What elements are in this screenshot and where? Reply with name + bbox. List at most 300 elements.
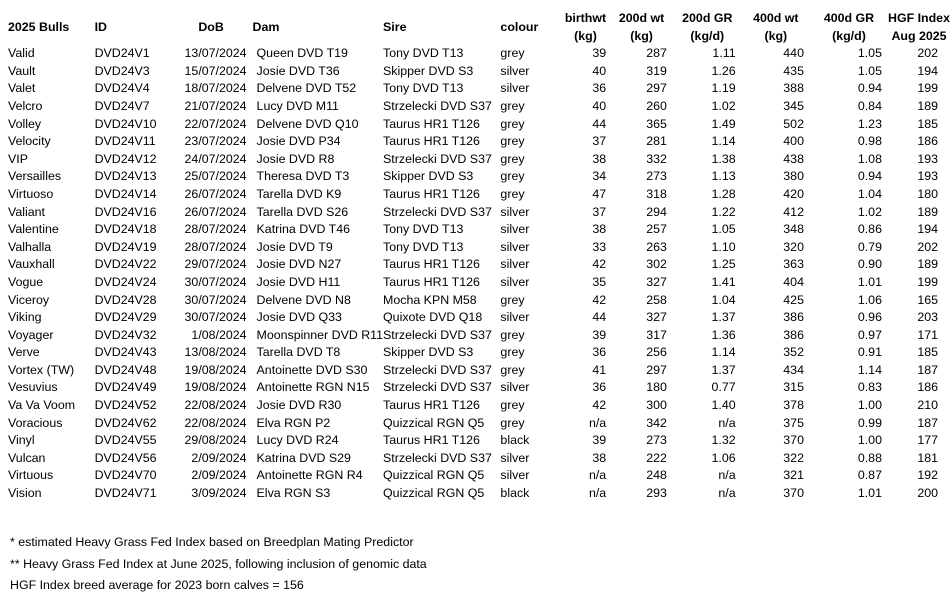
cell-sire: Strzelecki DVD S37 [383,362,492,377]
cell-200d-weight: 287 [646,46,667,61]
cell-sire: Taurus HR1 T126 [383,186,480,201]
table-row [8,327,950,345]
cell-400d-weight: 440 [783,46,804,61]
col-header-hgf-index: HGF Index [888,11,950,25]
cell-200d-growth-rate: 1.38 [711,151,736,166]
cell-400d-weight: 400 [783,134,804,149]
table-row [8,485,950,503]
cell-birth-weight: 44 [592,116,607,131]
cell-animal-id: DVD24V13 [94,169,157,184]
cell-bull-name: VIP [8,151,28,166]
cell-sire: Taurus HR1 T126 [383,433,480,448]
table-row [8,450,950,468]
col-unit-birthwt: (kg) [574,28,597,43]
cell-colour: silver [500,274,530,289]
cell-hgf-index: 192 [917,468,938,483]
col-header-200d-wt: 200d wt [618,11,665,25]
cell-animal-id: DVD24V48 [94,362,157,377]
cell-animal-id: DVD24V62 [94,415,157,430]
cell-400d-weight: 370 [783,486,804,501]
cell-200d-growth-rate: 1.28 [711,186,736,201]
cell-birth-weight: 42 [592,292,607,307]
cell-animal-id: DVD24V16 [94,204,157,219]
cell-200d-weight: 263 [646,239,667,254]
cell-date-of-birth: 22/08/2024 [184,415,247,430]
table-row [8,239,950,257]
cell-animal-id: DVD24V18 [94,222,157,237]
cell-bull-name: Valid [8,46,35,61]
cell-400d-growth-rate: 0.83 [857,380,882,395]
cell-dam: Antoinette RGN N15 [256,380,370,395]
cell-200d-growth-rate: 1.10 [711,239,736,254]
cell-date-of-birth: 30/07/2024 [184,274,247,289]
cell-birth-weight: 34 [592,169,607,184]
cell-200d-growth-rate: 1.26 [711,63,736,78]
cell-200d-weight: 342 [646,415,667,430]
cell-200d-growth-rate: 1.13 [711,169,736,184]
col-header-400d-wt: 400d wt [753,11,799,25]
cell-hgf-index: 187 [917,415,938,430]
cell-dam: Katrina DVD T46 [256,222,350,237]
cell-200d-weight: 365 [646,116,667,131]
cell-sire: Quixote DVD Q18 [383,310,483,325]
table-row [8,116,950,134]
cell-sire: Taurus HR1 T126 [383,274,480,289]
cell-400d-growth-rate: 1.05 [857,63,882,78]
table-row [8,98,950,116]
cell-date-of-birth: 30/07/2024 [184,292,247,307]
cell-date-of-birth: 29/07/2024 [184,257,247,272]
cell-200d-weight: 273 [646,433,667,448]
cell-dam: Elva RGN S3 [256,486,331,501]
cell-hgf-index: 203 [917,310,938,325]
cell-sire: Skipper DVD S3 [383,63,474,78]
cell-colour: silver [500,468,530,483]
cell-date-of-birth: 2/09/2024 [191,468,247,483]
cell-animal-id: DVD24V1 [94,46,150,61]
cell-hgf-index: 199 [917,274,938,289]
cell-400d-growth-rate: 1.08 [857,151,882,166]
cell-bull-name: Va Va Voom [8,398,76,413]
col-header-id: ID [94,20,107,34]
cell-date-of-birth: 29/08/2024 [184,433,247,448]
cell-dam: Tarella DVD S26 [256,204,349,219]
cell-400d-growth-rate: 0.84 [857,98,882,113]
cell-400d-growth-rate: 0.79 [857,239,882,254]
cell-400d-growth-rate: 1.01 [857,274,882,289]
cell-hgf-index: 181 [917,450,938,465]
cell-birth-weight: 38 [592,222,607,237]
cell-400d-weight: 352 [783,345,804,360]
cell-birth-weight: 35 [592,274,607,289]
cell-date-of-birth: 22/07/2024 [184,116,247,131]
cell-bull-name: Vesuvius [8,380,58,395]
cell-colour: grey [500,46,525,61]
cell-bull-name: Valhalla [8,239,52,254]
cell-400d-weight: 345 [783,98,804,113]
cell-400d-weight: 348 [783,222,804,237]
cell-birth-weight: 40 [592,98,607,113]
cell-200d-growth-rate: 1.49 [711,116,736,131]
cell-dam: Moonspinner DVD R11 [256,327,384,342]
cell-colour: grey [500,292,525,307]
col-header-sire: Sire [383,20,407,34]
cell-400d-weight: 420 [783,186,804,201]
cell-400d-growth-rate: 1.14 [857,362,882,377]
cell-dam: Tarella DVD K9 [256,186,342,201]
cell-animal-id: DVD24V32 [94,327,157,342]
cell-200d-growth-rate: 1.37 [711,310,736,325]
cell-animal-id: DVD24V22 [94,257,157,272]
cell-colour: silver [500,204,530,219]
cell-400d-growth-rate: 0.98 [857,134,882,149]
cell-200d-weight: 281 [646,134,667,149]
cell-400d-weight: 380 [783,169,804,184]
table-header [8,10,950,45]
table-row [8,344,950,362]
cell-hgf-index: 200 [917,486,938,501]
table-row [8,221,950,239]
cell-birth-weight: 47 [592,186,607,201]
cell-animal-id: DVD24V52 [94,398,157,413]
cell-200d-growth-rate: n/a [718,415,736,430]
cell-date-of-birth: 3/09/2024 [191,486,247,501]
cell-bull-name: Versailles [8,169,62,184]
cell-colour: silver [500,63,530,78]
cell-bull-name: Velocity [8,134,51,149]
cell-hgf-index: 177 [917,433,938,448]
cell-date-of-birth: 19/08/2024 [184,380,247,395]
cell-hgf-index: 210 [917,398,938,413]
cell-dam: Josie DVD R8 [256,151,335,166]
table-row [8,397,950,415]
cell-dam: Josie DVD H11 [256,274,341,289]
cell-birth-weight: 38 [592,151,607,166]
cell-200d-growth-rate: 1.22 [711,204,736,219]
cell-200d-growth-rate: 1.14 [711,134,736,149]
cell-400d-growth-rate: 1.00 [857,433,882,448]
cell-colour: grey [500,345,525,360]
cell-birth-weight: 36 [592,380,607,395]
col-unit-400d-gr: (kg/d) [832,28,866,43]
cell-bull-name: Voracious [8,415,63,430]
cell-200d-weight: 293 [646,486,667,501]
cell-400d-growth-rate: 0.90 [857,257,882,272]
cell-date-of-birth: 26/07/2024 [184,204,247,219]
cell-400d-growth-rate: 1.05 [857,46,882,61]
cell-400d-weight: 434 [783,362,804,377]
cell-200d-growth-rate: 1.19 [711,81,736,96]
cell-colour: grey [500,151,525,166]
cell-400d-growth-rate: 0.94 [857,169,882,184]
cell-400d-growth-rate: 0.86 [857,222,882,237]
cell-dam: Lucy DVD R24 [256,433,339,448]
cell-200d-weight: 327 [646,274,667,289]
footnote-estimated-index: * estimated Heavy Grass Fed Index based on Breedplan Mating Predictor [10,535,414,549]
table-row [8,362,950,380]
cell-date-of-birth: 1/08/2024 [191,327,247,342]
cell-animal-id: DVD24V56 [94,450,157,465]
cell-hgf-index: 186 [917,134,938,149]
cell-dam: Josie DVD N27 [256,257,342,272]
cell-animal-id: DVD24V70 [94,468,157,483]
cell-hgf-index: 189 [917,204,938,219]
cell-200d-weight: 332 [646,151,667,166]
cell-dam: Lucy DVD M11 [256,98,339,113]
cell-birth-weight: 33 [592,239,607,254]
cell-colour: silver [500,239,530,254]
cell-400d-weight: 412 [783,204,804,219]
cell-400d-growth-rate: 0.94 [857,81,882,96]
cell-animal-id: DVD24V49 [94,380,157,395]
cell-animal-id: DVD24V71 [94,486,157,501]
cell-200d-weight: 273 [646,169,667,184]
cell-animal-id: DVD24V3 [94,63,150,78]
table-row [8,432,950,450]
cell-hgf-index: 202 [917,239,938,254]
cell-bull-name: Verve [8,345,40,360]
col-unit-400d-wt: (kg) [764,28,788,43]
cell-400d-growth-rate: 0.96 [857,310,882,325]
cell-bull-name: Vulcan [8,450,46,465]
cell-sire: Tony DVD T13 [383,81,464,96]
col-header-colour: colour [500,20,539,34]
cell-200d-growth-rate: 1.32 [711,433,736,448]
cell-200d-weight: 297 [646,81,667,96]
cell-200d-weight: 248 [646,468,667,483]
cell-400d-weight: 438 [783,151,804,166]
cell-hgf-index: 199 [917,81,938,96]
cell-colour: grey [500,398,525,413]
cell-sire: Strzelecki DVD S37 [383,450,492,465]
cell-colour: grey [500,415,525,430]
cell-sire: Quizzical RGN Q5 [383,415,485,430]
cell-birth-weight: 37 [592,204,607,219]
table-row [8,186,950,204]
cell-200d-weight: 222 [646,450,667,465]
cell-bull-name: Velcro [8,98,43,113]
cell-200d-weight: 258 [646,292,667,307]
cell-dam: Delvene DVD T52 [256,81,357,96]
cell-200d-growth-rate: 1.41 [711,274,736,289]
cell-400d-weight: 321 [783,468,804,483]
cell-200d-growth-rate: n/a [718,486,736,501]
cell-colour: grey [500,116,525,131]
cell-200d-growth-rate: 1.14 [711,345,736,360]
cell-200d-growth-rate: n/a [718,468,736,483]
cell-sire: Taurus HR1 T126 [383,134,480,149]
cell-colour: grey [500,98,525,113]
table-row [8,379,950,397]
cell-colour: silver [500,450,530,465]
cell-birth-weight: 38 [592,450,607,465]
cell-200d-growth-rate: 1.25 [711,257,736,272]
cell-sire: Tony DVD T13 [383,222,464,237]
cell-dam: Elva RGN P2 [256,415,331,430]
cell-400d-weight: 386 [783,310,804,325]
cell-dam: Queen DVD T19 [256,46,348,61]
cell-200d-weight: 294 [646,204,667,219]
cell-bull-name: Volley [8,116,42,131]
cell-bull-name: Viceroy [8,292,50,307]
footnotes [10,532,427,597]
cell-400d-weight: 375 [783,415,804,430]
col-unit-200d-wt: (kg) [630,28,653,43]
cell-400d-growth-rate: 1.02 [857,204,882,219]
cell-200d-growth-rate: 1.36 [711,327,736,342]
cell-colour: grey [500,327,525,342]
cell-200d-weight: 319 [646,63,667,78]
cell-date-of-birth: 19/08/2024 [184,362,247,377]
cell-200d-weight: 256 [646,345,667,360]
cell-bull-name: Vault [8,63,36,78]
cell-200d-growth-rate: 1.06 [711,450,736,465]
cell-sire: Skipper DVD S3 [383,345,474,360]
cell-animal-id: DVD24V29 [94,310,157,325]
cell-400d-weight: 320 [783,239,804,254]
table-row [8,415,950,433]
cell-400d-weight: 388 [783,81,804,96]
cell-dam: Delvene DVD N8 [256,292,351,307]
cell-hgf-index: 194 [917,63,938,78]
cell-animal-id: DVD24V28 [94,292,157,307]
cell-200d-growth-rate: 1.40 [711,398,736,413]
cell-bull-name: Virtuoso [8,186,54,201]
cell-hgf-index: 186 [917,380,938,395]
bulls-table [8,10,950,503]
cell-colour: black [500,486,530,501]
cell-bull-name: Virtuous [8,468,54,483]
cell-hgf-index: 189 [917,98,938,113]
col-header-dob: DoB [198,20,224,34]
cell-400d-weight: 315 [783,380,804,395]
col-header-dam: Dam [252,20,280,34]
cell-colour: grey [500,169,525,184]
cell-birth-weight: 36 [592,81,607,96]
cell-animal-id: DVD24V55 [94,433,157,448]
cell-bull-name: Valet [8,81,36,96]
cell-birth-weight: 42 [592,257,607,272]
cell-colour: black [500,433,530,448]
cell-400d-growth-rate: 1.04 [857,186,882,201]
cell-400d-weight: 502 [783,116,804,131]
cell-200d-weight: 300 [646,398,667,413]
cell-dam: Josie DVD P34 [256,134,341,149]
footnote-breed-average: HGF Index breed average for 2023 born calves = 156 [10,578,304,592]
cell-animal-id: DVD24V43 [94,345,157,360]
cell-colour: silver [500,81,530,96]
cell-birth-weight: n/a [588,486,607,501]
col-header-400d-gr: 400d GR [823,11,875,25]
cell-dam: Josie DVD T9 [256,239,333,254]
cell-sire: Strzelecki DVD S37 [383,151,492,166]
cell-date-of-birth: 28/07/2024 [184,222,247,237]
cell-date-of-birth: 22/08/2024 [184,398,247,413]
cell-date-of-birth: 13/07/2024 [184,46,247,61]
cell-hgf-index: 187 [917,362,938,377]
cell-date-of-birth: 24/07/2024 [184,151,247,166]
cell-dam: Theresa DVD T3 [256,169,350,184]
cell-200d-weight: 180 [646,380,667,395]
cell-bull-name: Vortex (TW) [8,362,75,377]
cell-birth-weight: 40 [592,63,607,78]
cell-birth-weight: 42 [592,398,607,413]
cell-dam: Josie DVD T36 [256,63,340,78]
cell-hgf-index: 165 [917,292,938,307]
cell-hgf-index: 193 [917,151,938,166]
cell-sire: Skipper DVD S3 [383,169,474,184]
cell-bull-name: Voyager [8,327,54,342]
cell-400d-weight: 435 [783,63,804,78]
cell-400d-weight: 370 [783,433,804,448]
cell-400d-growth-rate: 1.01 [857,486,882,501]
table-row [8,292,950,310]
cell-colour: silver [500,222,530,237]
cell-200d-weight: 257 [646,222,667,237]
cell-200d-growth-rate: 1.37 [711,362,736,377]
cell-400d-growth-rate: 0.91 [857,345,882,360]
cell-dam: Josie DVD Q33 [256,310,342,325]
cell-dam: Josie DVD R30 [256,398,342,413]
cell-birth-weight: 41 [592,362,607,377]
cell-hgf-index: 185 [917,116,938,131]
cell-animal-id: DVD24V11 [94,134,156,149]
cell-date-of-birth: 18/07/2024 [184,81,247,96]
cell-hgf-index: 189 [917,257,938,272]
cell-200d-growth-rate: 0.77 [711,380,736,395]
cell-200d-weight: 260 [646,98,667,113]
cell-hgf-index: 180 [917,186,938,201]
cell-bull-name: Valentine [8,222,59,237]
cell-200d-growth-rate: 1.05 [711,222,736,237]
cell-birth-weight: 39 [592,433,607,448]
cell-sire: Strzelecki DVD S37 [383,98,492,113]
cell-birth-weight: n/a [588,468,607,483]
cell-birth-weight: 39 [592,327,607,342]
cell-birth-weight: 36 [592,345,607,360]
cell-colour: grey [500,186,525,201]
cell-date-of-birth: 21/07/2024 [184,98,247,113]
cell-animal-id: DVD24V19 [94,239,157,254]
cell-hgf-index: 202 [917,46,938,61]
table-row [8,309,950,327]
cell-400d-growth-rate: 1.00 [857,398,882,413]
col-header-200d-gr: 200d GR [682,11,733,25]
cell-hgf-index: 194 [917,222,938,237]
cell-400d-growth-rate: 0.97 [857,327,882,342]
cell-200d-growth-rate: 1.02 [711,98,736,113]
table-row [8,80,950,98]
cell-sire: Taurus HR1 T126 [383,398,480,413]
cell-sire: Strzelecki DVD S37 [383,380,492,395]
cell-sire: Strzelecki DVD S37 [383,204,492,219]
cell-birth-weight: 37 [592,134,607,149]
cell-bull-name: Viking [8,310,42,325]
table-row [8,45,950,63]
cell-sire: Quizzical RGN Q5 [383,468,485,483]
cell-400d-weight: 363 [783,257,804,272]
cell-400d-weight: 378 [783,398,804,413]
cell-200d-growth-rate: 1.04 [711,292,736,307]
cell-sire: Tony DVD T13 [383,46,464,61]
cell-date-of-birth: 25/07/2024 [184,169,247,184]
cell-hgf-index: 185 [917,345,938,360]
cell-colour: grey [500,134,525,149]
cell-sire: Tony DVD T13 [383,239,464,254]
cell-date-of-birth: 13/08/2024 [184,345,247,360]
cell-date-of-birth: 28/07/2024 [184,239,247,254]
cell-200d-weight: 297 [646,362,667,377]
